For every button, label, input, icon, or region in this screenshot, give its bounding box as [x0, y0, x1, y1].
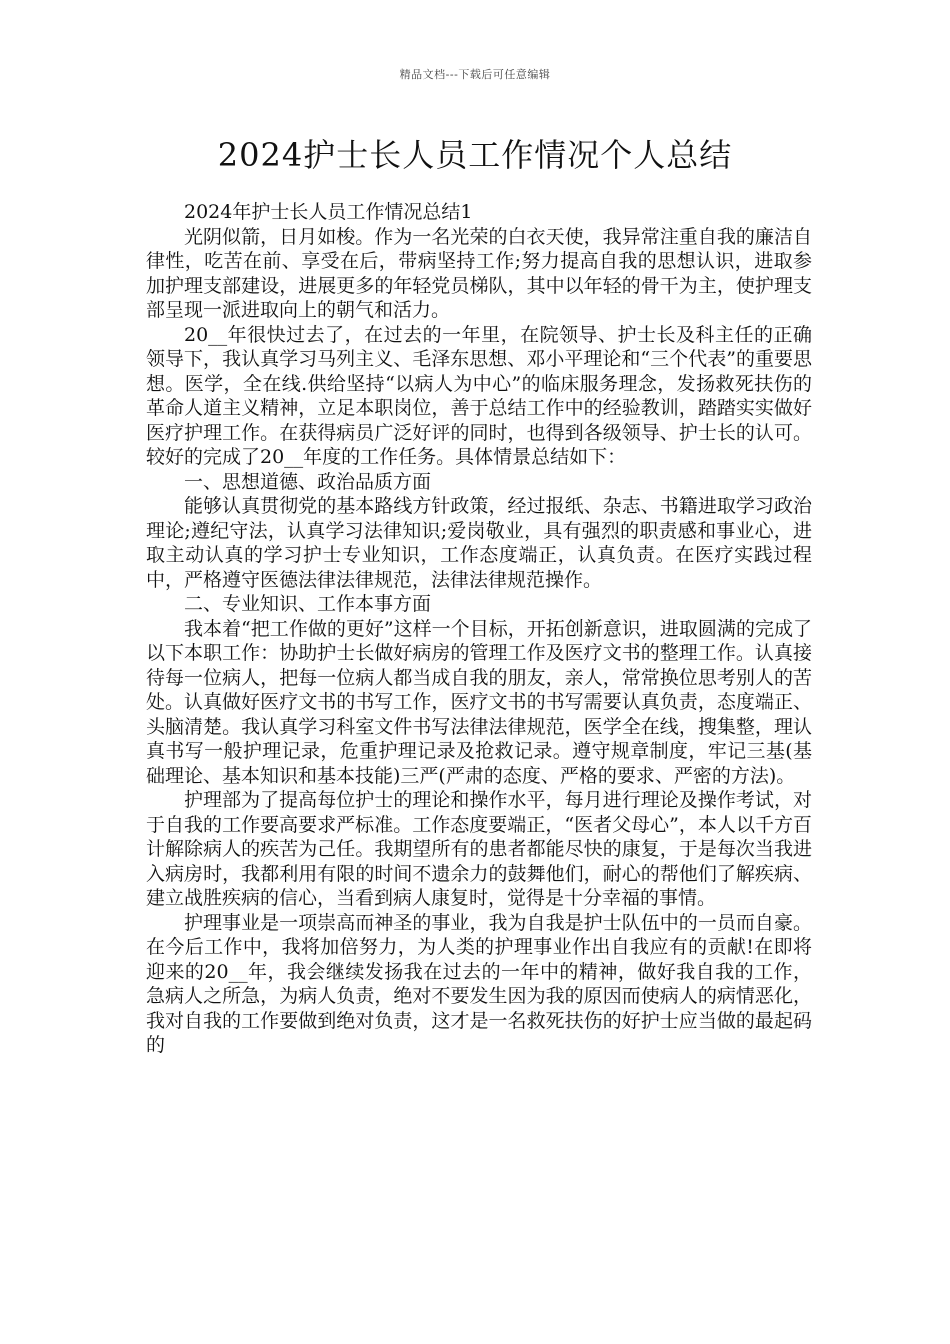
body-paragraph: 20__年很快过去了，在过去的一年里，在院领导、护士长及科主任的正确领导下，我认真学习马列主义、毛泽东思想、邓小平理论和“三个代表”的重要思想。医学，全在线.供给坚持“以病人为中心”的临床服务理念，发扬救死扶伤的革命人道主义精神，立足本职岗位，善于总结工作中的经验教训，踏踏实实做好医疗护理工作。在获得病员广泛好评的同时，也得到各级领导、护士长的认可。较好的完成了20__年度的工作任务。具体情景总结如下：	[146, 323, 812, 468]
section-heading: 一、思想道德、政治品质方面	[184, 470, 432, 493]
body-paragraph: 我本着“把工作做的更好”这样一个目标，开拓创新意识，进取圆满的完成了以下本职工作：协助护士长做好病房的管理工作及医疗文书的整理工作。认真接待每一位病人，把每一位病人都当成自我的朋友，亲人，常常换位思考别人的苦处。认真做好医疗文书的书写工作，医疗文书的书写需要认真负责，态度端正、头脑清楚。我认真学习科室文件书写法律法律规范，医学全在线，搜集整，理认真书写一般护理记录，危重护理记录及抢救记录。遵守规章制度，牢记三基(基础理论、基本知识和基本技能)三严(严肃的态度、严格的要求、严密的方法)。	[146, 617, 812, 787]
document-body	[146, 200, 812, 1058]
document-title: 2024护士长人员工作情况个人总结	[217, 136, 733, 174]
subtitle-paragraph: 2024年护士长人员工作情况总结1	[184, 201, 473, 223]
body-paragraph: 护理部为了提高每位护士的理论和操作水平，每月进行理论及操作考试，对于自我的工作要高要求严标准。工作态度要端正，“医者父母心”，本人以千方百计解除病人的疾苦为己任。我期望所有的患者都能尽快的康复，于是每次当我进入病房时，我都利用有限的时间不遗余力的鼓舞他们，耐心的帮他们了解疾病、建立战胜疾病的信心，当看到病人康复时，觉得是十分幸福的事情。	[146, 789, 812, 909]
header-note: 精品文档---下载后可任意编辑	[399, 68, 551, 81]
section-heading: 二、专业知识、工作本事方面	[184, 593, 432, 615]
body-paragraph: 光阴似箭，日月如梭。作为一名光荣的白衣天使，我异常注重自我的廉洁自律性，吃苦在前、享受在后，带病坚持工作;努力提高自我的思想认识，进取参加护理支部建设，进展更多的年轻党员梯队，其中以年轻的骨干为主，使护理支部呈现一派进取向上的朝气和活力。	[146, 225, 812, 321]
body-paragraph: 能够认真贯彻党的基本路线方针政策，经过报纸、杂志、书籍进取学习政治理论;遵纪守法，认真学习法律知识;爱岗敬业，具有强烈的职责感和事业心，进取主动认真的学习护士专业知识，工作态度端正，认真负责。在医疗实践过程中，严格遵守医德法律法律规范，法律法律规范操作。	[146, 495, 812, 591]
body-paragraph: 护理事业是一项崇高而神圣的事业，我为自我是护士队伍中的一员而自豪。在今后工作中，我将加倍努力，为人类的护理事业作出自我应有的贡献!在即将迎来的20__年，我会继续发扬我在过去的一年中的精神，做好我自我的工作，急病人之所急，为病人负责，绝对不要发生因为我的原因而使病人的病情恶化，我对自我的工作要做到绝对负责，这才是一名救死扶伤的好护士应当做的最起码的	[146, 911, 812, 1056]
